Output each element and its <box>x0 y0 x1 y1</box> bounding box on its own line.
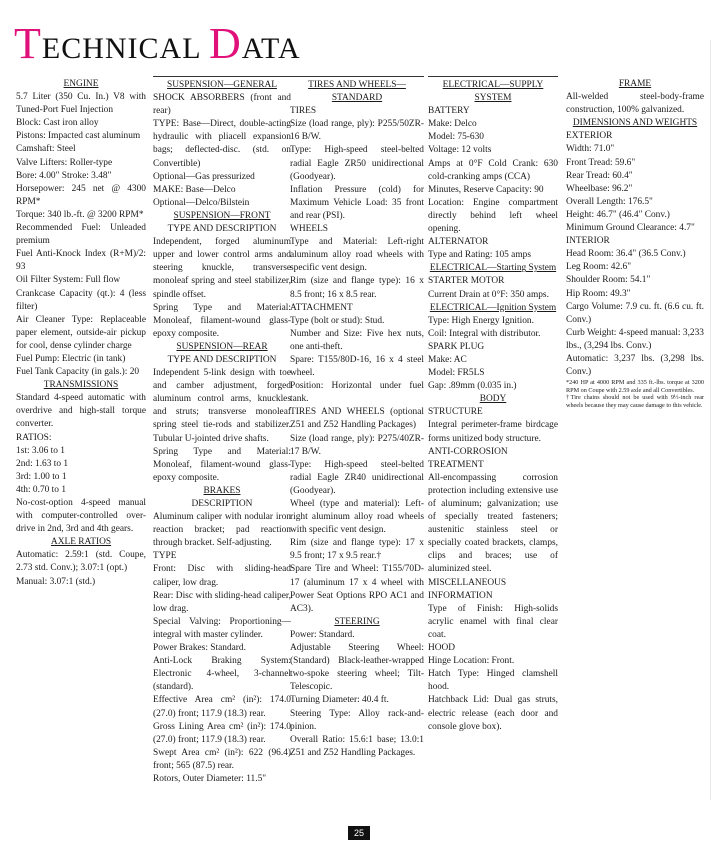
section-heading: BRAKES <box>203 485 241 496</box>
spec-line: Optional—Delco/Bilstein <box>153 197 250 208</box>
spec-line: EXTERIOR <box>566 131 613 142</box>
spec-line: Height: 46.7" (46.4" Conv.) <box>566 209 670 220</box>
section-heading: STEERING <box>334 616 380 627</box>
spec-line: TIRES <box>290 106 317 117</box>
spec-line: Minimum Ground Clearance: 4.7" <box>566 223 695 234</box>
spec-line: Oil Filter System: Full flow <box>16 275 121 286</box>
spec-line: Hatchback Lid: Dual gas struts, electric release (each door and console glove box). <box>428 695 558 732</box>
column-suspension-brakes <box>153 76 291 786</box>
spec-line: ANTI-CORROSION TREATMENT <box>428 446 508 470</box>
spec-line: Adjustable Steering Wheel: (Standard) Black-leather-wrapped two-spoke steering wheel; Tilt-Telescopic. <box>290 643 424 693</box>
spec-line: Head Room: 36.4" (36.5 Conv.) <box>566 249 686 260</box>
section-heading: SUSPENSION—GENERAL <box>167 80 277 90</box>
section-heading: TRANSMISSIONS <box>43 380 119 391</box>
spec-line: Horsepower: 245 net @ 4300 RPM* <box>16 183 146 207</box>
section-heading: SUSPENSION—REAR <box>176 341 268 352</box>
spec-line: WHEELS <box>290 224 329 235</box>
spec-line: Minutes, Reserve Capacity: 90 <box>428 184 544 195</box>
spec-line: Width: 71.0" <box>566 144 615 155</box>
spec-line: HOOD <box>428 643 456 654</box>
spec-line: Coil: Integral with distributor. <box>428 328 541 339</box>
spec-line: TIRES AND WHEELS (optional Z51 and Z52 Handling Packages) <box>290 407 424 431</box>
spec-line: Type: High-speed steel-belted radial Eagle ZR50 unidirectional (Goodyear). <box>290 145 424 182</box>
spec-line: Pistons: Impacted cast aluminum <box>16 131 141 142</box>
spec-line: Automatic: 3,237 lbs. (3,298 lbs. Conv.) <box>566 353 704 378</box>
spec-line: Rear Tread: 60.4" <box>566 170 633 181</box>
section-heading: AXLE RATIOS <box>50 537 112 548</box>
spec-line: Voltage: 12 volts <box>428 145 492 156</box>
spec-line: Rotors, Outer Diameter: 11.5" <box>153 773 267 784</box>
spec-line: Hatch Type: Hinged clamshell hood. <box>428 669 558 693</box>
spec-line: MISCELLANEOUS INFORMATION <box>428 577 507 601</box>
spec-line: Spare: T155/80D-16, 16 x 4 steel wheel. <box>290 354 424 379</box>
spec-line: Model: FR5LS <box>428 368 485 379</box>
spec-line: Recommended Fuel: Unleaded premium <box>16 223 146 247</box>
spec-line: Rim (size and flange type): 17 x 9.5 front; 17 x 9.5 rear.† <box>290 538 424 562</box>
spec-line: Hinge Location: Front. <box>428 656 515 667</box>
footnote: *240 HP at 4000 RPM and 335 ft.-lbs. torque at 3200 RPM on Coupe with 2.59 axle and all Convertibles. <box>566 379 704 394</box>
spec-line: Current Drain at 0°F: 350 amps. <box>428 289 549 300</box>
spec-line: TYPE <box>153 551 177 562</box>
page-title: TECHNICAL DATA <box>14 19 301 68</box>
spec-line: TYPE: Base—Direct, double-acting hydraulic with pliacell expansion bags; deflected-disc. (std. on Convertible) <box>153 119 291 169</box>
spec-line: Overall Length: 176.5" <box>566 196 653 207</box>
spec-line: Aluminum caliper with nodular iron reaction bracket; pad reaction through bracket. Self-adjusting. <box>153 512 291 549</box>
spec-line: Type and Material: Left-right aluminum alloy road wheels with specific vent design. <box>290 237 424 274</box>
spec-line: MAKE: Base—Delco <box>153 184 236 195</box>
spec-line: Integral perimeter-frame birdcage forms unitized body structure. <box>428 420 558 444</box>
spec-line: Fuel Anti-Knock Index (R+M)/2: 93 <box>16 249 146 273</box>
spec-line: Effective Area cm² (in²): 174.0 (27.0) front; 117.9 (18.3) rear. <box>153 695 291 719</box>
spec-line: Location: Engine compartment directly behind left wheel opening. <box>428 197 558 235</box>
spec-line: Spring Type and Material: Monoleaf, filament-wound glass-epoxy composite. <box>153 302 291 339</box>
section-heading: BODY <box>479 394 507 405</box>
spec-line: Crankcase Capacity (qt.): 4 (less filter) <box>16 288 146 312</box>
column-engine-transmission <box>16 76 146 589</box>
spec-line: Manual: 3.07:1 (std.) <box>16 576 96 587</box>
spec-line: Curb Weight: 4-speed manual: 3,233 lbs., (3,294 lbs. Conv.) <box>566 327 704 351</box>
section-heading: ELECTRICAL—SUPPLY SYSTEM <box>442 80 544 104</box>
spec-line: 4th: 0.70 to 1 <box>16 484 67 495</box>
spec-line: Amps at 0°F Cold Crank: 630 cold-cranking amps (CCA) <box>428 158 558 182</box>
spec-line: Size (load range, ply): P275/40ZR-17 B/W. <box>290 433 424 457</box>
spec-line: Camshaft: Steel <box>16 144 76 155</box>
spec-line: Wheelbase: 96.2" <box>566 183 633 194</box>
section-heading: ELECTRICAL—Ignition System <box>429 302 557 313</box>
column-electrical-body <box>428 76 558 734</box>
spec-line: RATIOS: <box>16 432 52 443</box>
spec-line: Number and Size: Five hex nuts, one anti-theft. <box>290 328 424 352</box>
spec-line: Gross Lining Area cm² (in²): 174.0 (27.0) front; 117.9 (18.3) rear. <box>153 721 291 745</box>
spec-line: TYPE AND DESCRIPTION <box>167 354 277 365</box>
spec-line: Independent 5-link design with toe and camber adjustment, forged aluminum control arms, knuckles and struts; transverse monoleaf spring steel tie-rods and stabilizer. Tubular U-jointed drive shafts. <box>153 368 291 444</box>
spec-line: Wheel (type and material): Left-right aluminum alloy road wheels with specific vent design. <box>290 499 424 536</box>
spec-line: STRUCTURE <box>428 407 483 418</box>
spec-line: TYPE AND DESCRIPTION <box>167 224 277 235</box>
spec-line: Hip Room: 49.3" <box>566 288 631 299</box>
spec-line: Inflation Pressure (cold) for Maximum Vehicle Load: 35 front and rear (PSI). <box>290 184 424 221</box>
spec-line: Steering Type: Alloy rack-and-pinion. <box>290 708 424 732</box>
spec-line: Power Brakes: Standard. <box>153 643 246 654</box>
spec-line: Independent, forged aluminum upper and lower control arms and steering knuckle, transverse monoleaf spring and steel stabilizer, spindle offset. <box>153 237 291 300</box>
spec-line: Leg Room: 42.6" <box>566 262 632 273</box>
spec-line: ALTERNATOR <box>428 237 489 248</box>
spec-line: Air Cleaner Type: Replaceable paper element, outside-air pickup for cool, dense cylinder charge <box>16 314 146 351</box>
spec-line: Front: Disc with sliding-head caliper, low drag. <box>153 564 291 588</box>
spec-line: No-cost-option 4-speed manual with computer-controlled over-drive in 2nd, 3rd and 4th gears. <box>16 498 146 535</box>
spec-line: 1st: 3.06 to 1 <box>16 445 65 456</box>
spec-line: Shoulder Room: 54.1" <box>566 275 651 286</box>
spec-line: STARTER MOTOR <box>428 276 505 287</box>
spec-line: Automatic: 2.59:1 (std. Coupe, 2.73 std. Conv.); 3.07:1 (opt.) <box>16 550 146 574</box>
spec-line: Power: Standard. <box>290 629 355 640</box>
section-heading: SUSPENSION—FRONT <box>173 210 271 221</box>
section-heading: ELECTRICAL—Starting System <box>429 263 557 274</box>
spec-line: Spare Tire and Wheel: T155/70D-17 (aluminum 17 x 4 wheel with Power Seat Options RPO AC1 and AC3). <box>290 564 424 614</box>
spec-line: Valve Lifters: Roller-type <box>16 157 113 168</box>
spec-line: BATTERY <box>428 106 470 117</box>
spec-line: 5.7 Liter (350 Cu. In.) V8 with Tuned-Port Fuel Injection <box>16 92 146 116</box>
section-heading: FRAME <box>618 79 652 89</box>
spec-line: INTERIOR <box>566 236 610 247</box>
spec-line: Type: High Energy Ignition. <box>428 315 534 326</box>
page-number: 25 <box>348 826 370 840</box>
spec-line: Standard 4-speed automatic with overdrive and high-stall torque converter. <box>16 393 146 430</box>
spec-line: Bore: 4.00" Stroke: 3.48" <box>16 170 112 181</box>
page-edge-line <box>710 40 711 800</box>
spec-line: Model: 75-630 <box>428 132 484 143</box>
column-tires-steering <box>290 76 424 760</box>
spec-line: Spring Type and Material: Monoleaf, filament-wound glass-epoxy composite. <box>153 446 291 483</box>
spec-line: All-welded steel-body-frame construction, 100% galvanized. <box>566 92 704 116</box>
spec-line: Swept Area cm² (in²): 622 (96.4) front; 565 (87.5) rear. <box>153 747 291 771</box>
spec-line: Gap: .89mm (0.035 in.) <box>428 381 517 392</box>
spec-line: SHOCK ABSORBERS (front and rear) <box>153 93 291 117</box>
spec-line: Anti-Lock Braking System: Electronic 4-wheel, 3-channel (standard). <box>153 656 291 693</box>
spec-line: 3rd: 1.00 to 1 <box>16 471 67 482</box>
spec-line: Optional—Gas pressurized <box>153 171 255 182</box>
spec-line: Type of Finish: High-solids acrylic enamel with final clear coat. <box>428 603 558 640</box>
spec-line: Make: Delco <box>428 119 477 130</box>
spec-line: Front Tread: 59.6" <box>566 157 636 168</box>
spec-line: Rim (size and flange type): 16 x 8.5 front; 16 x 8.5 rear. <box>290 276 424 300</box>
spec-line: Size (load range, ply): P255/50ZR-16 B/W. <box>290 119 424 143</box>
spec-line: Fuel Pump: Electric (in tank) <box>16 353 126 364</box>
spec-line: Rear: Disc with sliding-head caliper, low drag. <box>153 590 291 614</box>
column-frame-dimensions <box>566 76 704 410</box>
spec-line: Torque: 340 lb.-ft. @ 3200 RPM* <box>16 209 144 220</box>
spec-line: 2nd: 1.63 to 1 <box>16 458 69 469</box>
spec-line: Cargo Volume: 7.9 cu. ft. (6.6 cu. ft. Conv.) <box>566 301 704 325</box>
spec-line: Fuel Tank Capacity (in gals.): 20 <box>16 367 140 378</box>
spec-line: Type: High-speed steel-belted radial Eagle ZR40 unidirectional (Goodyear). <box>290 459 424 496</box>
footnote: †Tire chains should not be used with 9½-inch rear wheels because they may cause damage to this vehicle. <box>566 394 704 409</box>
spec-line: Block: Cast iron alloy <box>16 118 99 129</box>
spec-line: DESCRIPTION <box>191 499 253 509</box>
section-heading: DIMENSIONS AND WEIGHTS <box>572 118 698 129</box>
spec-line: Turning Diameter: 40.4 ft. <box>290 695 389 706</box>
spec-line: All-encompassing corrosion protection including extensive use of aluminum; galvanization; use of specially treated fasteners; austenitic stainless steel or specially coated brackets, clamps, clips and braces; use of aluminized steel. <box>428 472 558 575</box>
spec-line: Type (bolt or stud): Stud. <box>290 315 385 326</box>
section-heading: ENGINE <box>63 79 99 89</box>
section-heading: TIRES AND WHEELS—STANDARD <box>308 80 406 104</box>
spec-line: Overall Ratio: 15.6:1 base; 13.0:1 Z51 and Z52 Handling Packages. <box>290 734 424 758</box>
spec-line: Make: AC <box>428 354 467 365</box>
spec-line: Position: Horizontal under fuel tank. <box>290 381 424 405</box>
spec-line: SPARK PLUG <box>428 341 485 352</box>
spec-line: ATTACHMENT <box>290 302 353 313</box>
spec-line: Type and Rating: 105 amps <box>428 250 531 261</box>
spec-line: Special Valving: Proportioning—integral with master cylinder. <box>153 616 291 640</box>
